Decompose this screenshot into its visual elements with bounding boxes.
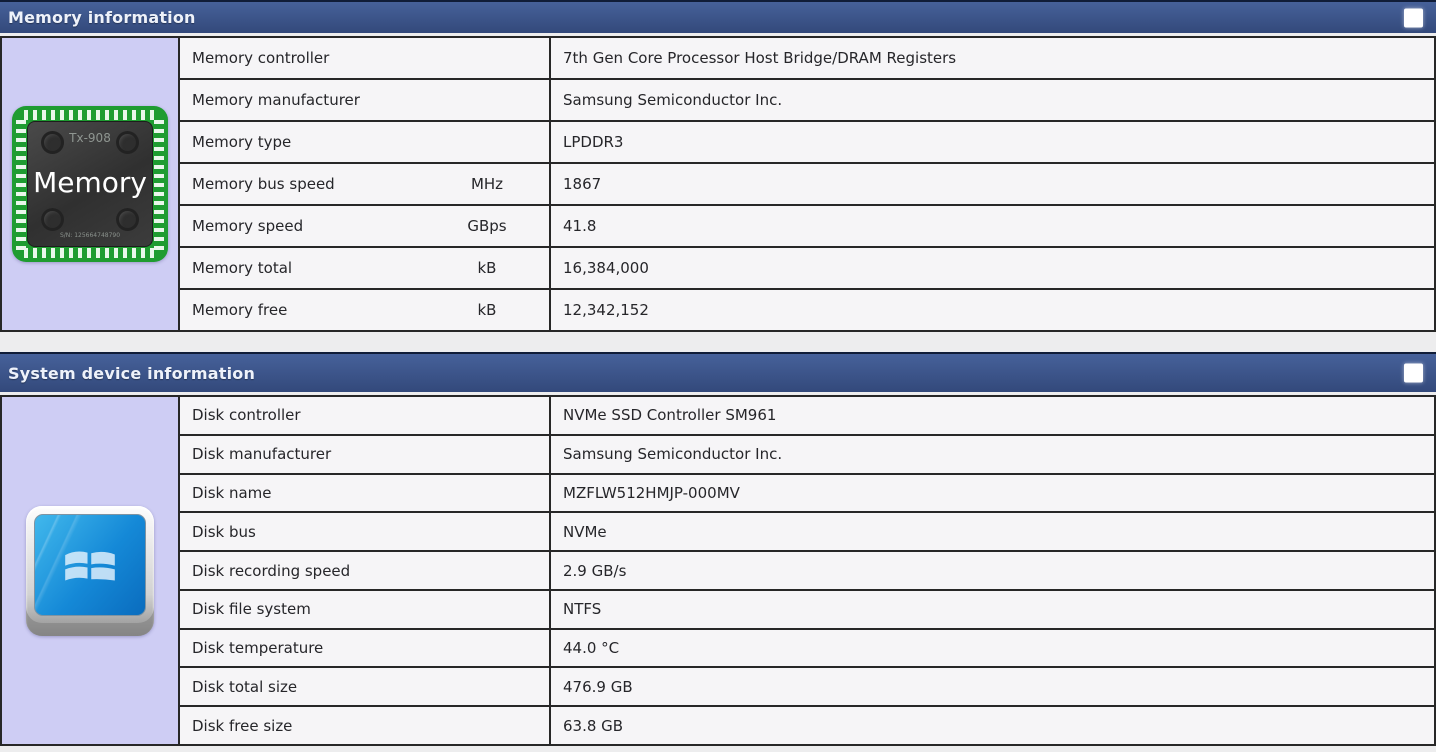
- spec-value: 63.8 GB: [551, 707, 1434, 744]
- memory-section-header: [0, 0, 1436, 33]
- spec-row: [180, 513, 1434, 552]
- spec-unit: kB: [477, 259, 497, 277]
- system-device-rows: [180, 397, 1434, 744]
- spec-label-cell: [180, 164, 551, 204]
- chip-label-text: Memory: [33, 165, 147, 199]
- spec-value: Samsung Semiconductor Inc.: [551, 436, 1434, 473]
- spec-row: [180, 668, 1434, 707]
- spec-label-cell: [180, 591, 551, 628]
- memory-rows: [180, 38, 1434, 330]
- spec-label-cell: [180, 436, 551, 473]
- spec-unit: GBps: [467, 217, 507, 235]
- panel-gap: [0, 332, 1436, 352]
- spec-value: NTFS: [551, 591, 1434, 628]
- spec-label: Disk file system: [192, 600, 311, 619]
- spec-label-cell: [180, 397, 551, 434]
- spec-label: Memory type: [192, 133, 292, 151]
- spec-label-cell: [180, 248, 551, 288]
- spec-label-cell: [180, 707, 551, 744]
- spec-value: MZFLW512HMJP-000MV: [551, 475, 1434, 512]
- spec-label: Disk free size: [192, 716, 293, 735]
- chip-model-text: Tx-908: [69, 131, 111, 145]
- spec-value: LPDDR3: [551, 122, 1434, 162]
- spec-value: 476.9 GB: [551, 668, 1434, 705]
- chip-body: [27, 121, 153, 247]
- spec-label-cell: [180, 552, 551, 589]
- spec-label: Disk manufacturer: [192, 445, 332, 464]
- spec-row: [180, 591, 1434, 630]
- chip-pins-right: [154, 118, 164, 250]
- system-device-panel: [0, 352, 1436, 746]
- spec-label: Memory free: [192, 301, 288, 319]
- spec-row: [180, 397, 1434, 436]
- spec-label: Memory bus speed: [192, 175, 335, 193]
- disk-drive-icon: [26, 506, 154, 636]
- spec-label-cell: [180, 80, 551, 120]
- system-panel-checkbox[interactable]: [1404, 364, 1423, 383]
- spec-label-cell: [180, 475, 551, 512]
- spec-label: Disk total size: [192, 677, 298, 696]
- spec-value: 7th Gen Core Processor Host Bridge/DRAM Registers: [551, 38, 1434, 78]
- spec-value: 1867: [551, 164, 1434, 204]
- spec-label: Memory manufacturer: [192, 91, 360, 109]
- memory-table: [0, 36, 1436, 332]
- spec-value: 41.8: [551, 206, 1434, 246]
- spec-label-cell: [180, 513, 551, 550]
- spec-label: Disk name: [192, 483, 272, 502]
- spec-label: Memory total: [192, 259, 293, 277]
- chip-serial-text: S/N: 125664748790: [59, 232, 121, 239]
- spec-row: [180, 436, 1434, 475]
- spec-row: [180, 164, 1434, 206]
- spec-row: [180, 80, 1434, 122]
- spec-label: Memory speed: [192, 217, 304, 235]
- system-section-title: System device information: [8, 363, 256, 383]
- system-section-header: [0, 352, 1436, 392]
- spec-row: [180, 206, 1434, 248]
- windows-logo-icon: [59, 534, 121, 596]
- spec-label-cell: [180, 630, 551, 667]
- memory-icon-cell: [2, 38, 180, 330]
- spec-row: [180, 290, 1434, 330]
- spec-unit: MHz: [470, 175, 504, 193]
- spec-label: Disk recording speed: [192, 561, 351, 580]
- spec-value: Samsung Semiconductor Inc.: [551, 80, 1434, 120]
- spec-label-cell: [180, 290, 551, 330]
- spec-row: [180, 475, 1434, 514]
- spec-value: 16,384,000: [551, 248, 1434, 288]
- spec-row: [180, 630, 1434, 669]
- chip-pins-left: [16, 118, 26, 250]
- spec-value: 12,342,152: [551, 290, 1434, 330]
- spec-label: Memory controller: [192, 49, 330, 67]
- system-device-table: [0, 395, 1436, 746]
- spec-label: Disk temperature: [192, 639, 324, 658]
- spec-label: Disk controller: [192, 406, 301, 425]
- disk-icon-cell: [2, 397, 180, 744]
- memory-panel-checkbox[interactable]: [1404, 8, 1423, 27]
- spec-label: Disk bus: [192, 522, 256, 541]
- chip-screw-icon: [41, 208, 64, 231]
- chip-screw-icon: [116, 208, 139, 231]
- chip-pins-bottom: [24, 248, 156, 258]
- spec-value: NVMe SSD Controller SM961: [551, 397, 1434, 434]
- spec-row: [180, 38, 1434, 80]
- spec-label-cell: [180, 206, 551, 246]
- spec-label-cell: [180, 122, 551, 162]
- spec-row: [180, 707, 1434, 744]
- memory-section-title: Memory information: [8, 8, 196, 27]
- spec-row: [180, 248, 1434, 290]
- chip-pins-top: [24, 110, 156, 120]
- memory-chip-icon: [12, 106, 168, 262]
- spec-row: [180, 552, 1434, 591]
- spec-value: NVMe: [551, 513, 1434, 550]
- spec-unit: kB: [477, 301, 497, 319]
- spec-label-cell: [180, 38, 551, 78]
- memory-panel: [0, 0, 1436, 332]
- spec-row: [180, 122, 1434, 164]
- spec-label-cell: [180, 668, 551, 705]
- disk-screen: [34, 514, 146, 616]
- spec-value: 2.9 GB/s: [551, 552, 1434, 589]
- spec-value: 44.0 °C: [551, 630, 1434, 667]
